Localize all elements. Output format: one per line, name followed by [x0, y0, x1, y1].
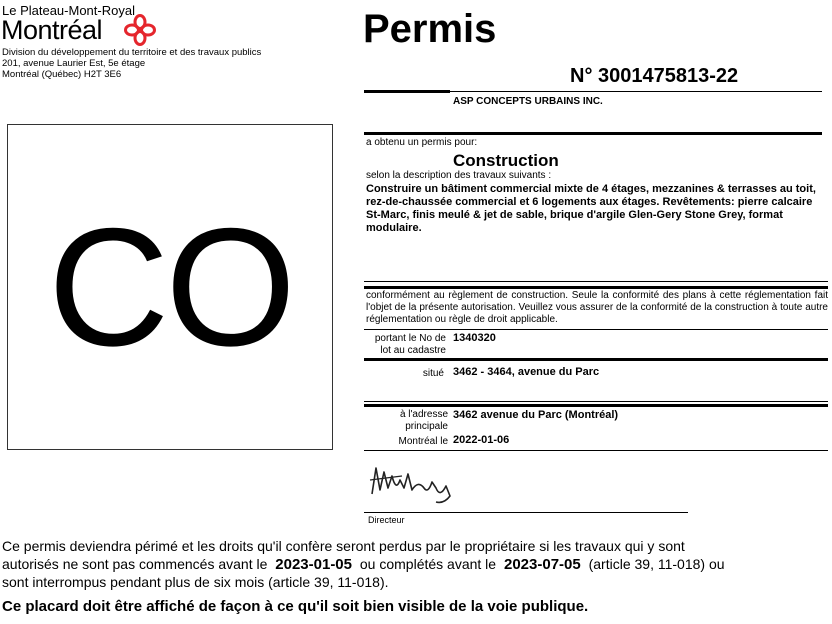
compliance-text: conformément au règlement de construction. Seule la conformité des plans à cette réglementation fait l'objet de la présente autorisation. Veuillez vous assurer de la conformité de la construction à toute autre réglementation ou règle de droit applicable.	[366, 290, 828, 325]
borough-name: Le Plateau-Mont-Royal	[2, 3, 135, 18]
site-label: situé	[422, 368, 444, 379]
page-title: Permis	[363, 7, 497, 51]
compliance-divider-top	[364, 281, 828, 282]
co-box	[7, 124, 333, 450]
obtained-divider	[364, 132, 822, 135]
director-signature	[366, 458, 466, 508]
work-description: Construire un bâtiment commercial mixte de 4 étages, mezzanines & terrasses au toit, rez-de-chaussée commercial et 6 logements aux étages. Revêtements: pierre calcaire St-Marc, finis meulé & jet de sable, brique d'argile Glen-Gery Stone Grey, format modulaire.	[366, 183, 816, 234]
cadastre-divider	[364, 329, 828, 330]
date-divider	[364, 450, 828, 451]
permit-holder: ASP CONCEPTS URBAINS INC.	[453, 96, 603, 107]
expiry-text-line-3: sont interrompus pendant plus de six mois (article 39, 11-018).	[2, 574, 389, 590]
cadastre-label: portant le No de lot au cadastre	[374, 333, 446, 356]
address-divider	[364, 404, 828, 407]
co-label: CO	[48, 192, 292, 381]
start-deadline: 2023-01-05	[275, 556, 352, 573]
address-value: 3462 avenue du Parc (Montréal)	[453, 409, 619, 421]
address-divider-thin	[364, 401, 828, 402]
site-divider	[364, 358, 828, 361]
signature-line	[364, 512, 688, 513]
posting-notice: Ce placard doit être affiché de façon à ce qu'il soit bien visible de la voie publique.	[2, 598, 589, 615]
address-line-2: Montréal (Québec) H2T 3E6	[2, 69, 122, 80]
expiry-text-line-1: Ce permis deviendra périmé et les droits qu'il confère seront perdus par le propriétaire si les travaux qui y sont	[2, 538, 685, 554]
obtained-label: a obtenu un permis pour:	[366, 137, 478, 148]
montreal-logo-icon	[124, 14, 156, 46]
expiry-text-c: (article 39, 11-018) ou	[588, 556, 725, 572]
description-label: selon la description des travaux suivants :	[366, 170, 552, 181]
holder-divider	[364, 90, 450, 93]
cadastre-value: 1340320	[453, 332, 496, 344]
expiry-text-b: ou complétés avant le	[359, 556, 497, 572]
permit-type: Construction	[453, 151, 559, 170]
expiry-text-line-2	[2, 555, 725, 574]
signature-label: Directeur	[368, 515, 405, 525]
site-value: 3462 - 3464, avenue du Parc	[453, 366, 600, 378]
address-label: à l'adresse principale	[399, 409, 448, 432]
compliance-divider	[364, 286, 828, 289]
date-label: Montréal le	[398, 436, 448, 447]
address-line-1: 201, avenue Laurier Est, 5e étage	[2, 58, 146, 69]
completion-deadline: 2023-07-05	[503, 556, 581, 573]
expiry-text-a: autorisés ne sont pas commencés avant le	[2, 556, 268, 572]
permit-number: N° 3001475813-22	[570, 65, 739, 87]
holder-divider-thin	[450, 91, 822, 92]
date-value: 2022-01-06	[453, 434, 510, 446]
division-name: Division du développement du territoire et des travaux publics	[2, 47, 262, 58]
city-name: Montréal	[1, 15, 103, 45]
